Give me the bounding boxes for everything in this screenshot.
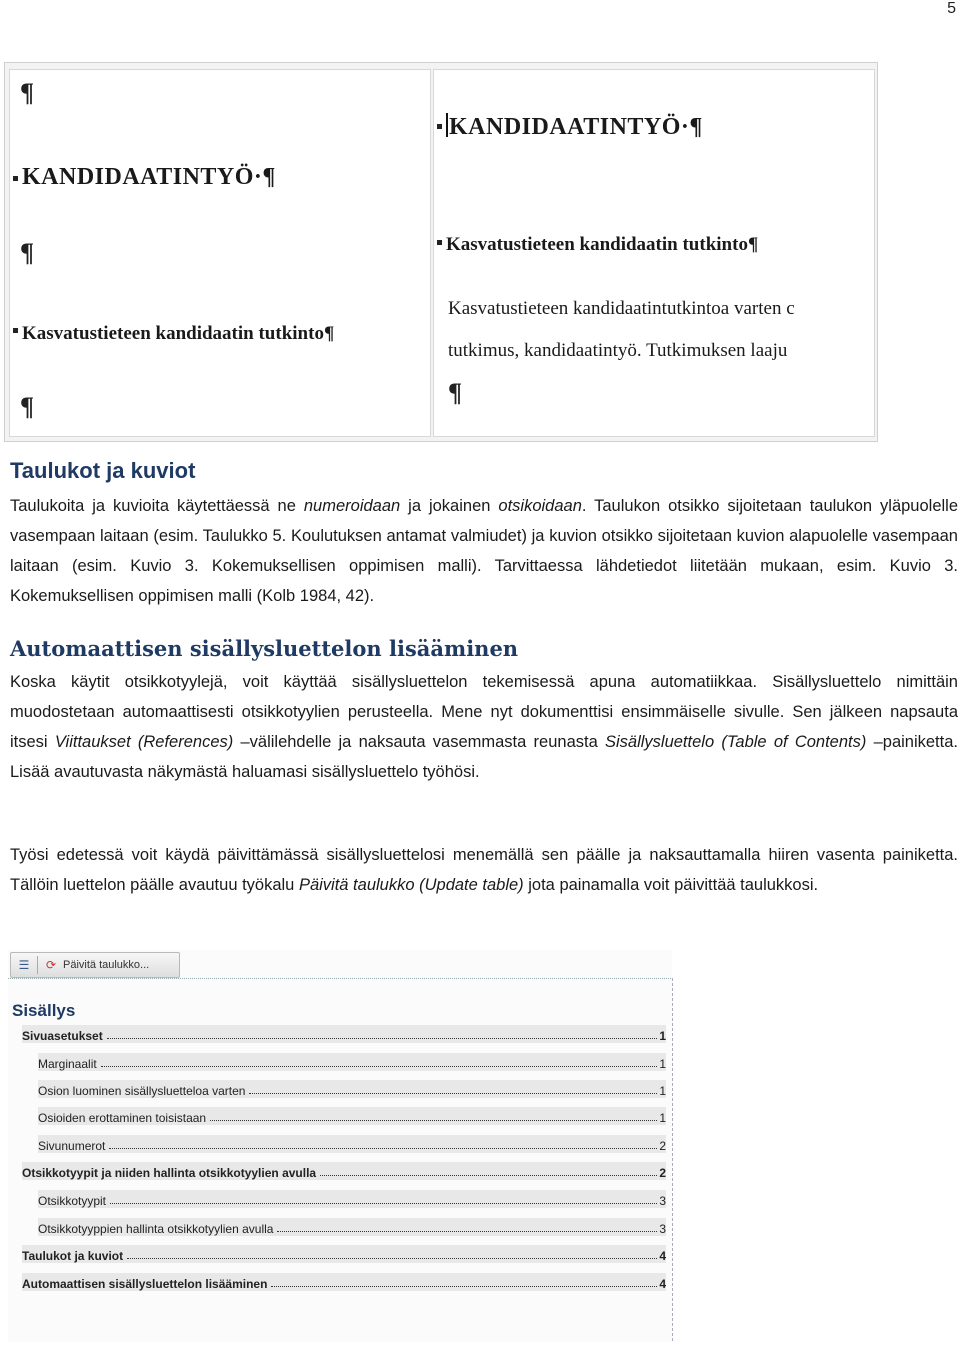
section-heading-tables: Taulukot ja kuviot bbox=[10, 458, 196, 483]
toc-toolbar bbox=[10, 952, 180, 978]
toc-entry-label: Taulukot ja kuviot bbox=[22, 1249, 124, 1263]
toc-dot-leader bbox=[110, 1203, 657, 1204]
toc-entry-page: 4 bbox=[659, 1277, 666, 1291]
toc-entry-page: 1 bbox=[659, 1057, 666, 1071]
toc-dot-leader bbox=[127, 1258, 657, 1259]
toc-dot-leader bbox=[249, 1093, 657, 1094]
pilcrow-mark: ¶ bbox=[448, 378, 463, 407]
toc-dot-leader bbox=[277, 1231, 657, 1232]
toc-entry-label: Marginaalit bbox=[38, 1057, 97, 1071]
toc-dot-leader bbox=[101, 1066, 658, 1067]
toc-paragraph-1: Koska käytit otsikkotyylejä, voit käyttää sisällysluettelon tekemisessä apuna automatiikkaa. Sisällysluettelo nimittäin muodostetaan automaattisesti otsikkotyylien perusteella. Mene nyt dokumenttisi ensimmäiselle sivulle. Sen jälkeen napsauta itsesi Viittaukset (References) –välilehdelle ja naksauta vasemmasta reunasta Sisällysluettelo (Table of Contents) –painiketta. Lisää avautuvasta näkymästä haluamasi sisällysluettelo työhösi. bbox=[10, 673, 958, 781]
tables-paragraph: Taulukoita ja kuvioita käytettäessä ne numeroidaan ja jokainen otsikoidaan. Taulukon otsikko sijoitetaan taulukon yläpuolelle vasempaan laitaan (esim. Taulukko 5. Koulutuksen antamat valmiudet) ja kuvion otsikko sijoitetaan kuvion alapuolelle vasempaan laitaan (esim. Kuvio 3. Kokemuksellisen oppimisen malli). Tarvittaessa lähdetiedot liitetään mukaan, esim. Kuvio 3. Kokemuksellisen oppimisen malli (Kolb 1984, 42). bbox=[10, 497, 959, 605]
pilcrow-mark: ¶ bbox=[20, 392, 35, 421]
bullet-marker-icon bbox=[437, 124, 442, 129]
preview-subtitle: Kasvatustieteen kandidaatin tutkinto¶ bbox=[446, 234, 759, 255]
toc-entry[interactable] bbox=[38, 1107, 666, 1125]
toc-entry[interactable] bbox=[38, 1080, 666, 1098]
toc-entry-page: 3 bbox=[659, 1222, 666, 1236]
preview-body-line: tutkimus, kandidaatintyö. Tutkimuksen laaju bbox=[448, 340, 788, 361]
toc-entry[interactable] bbox=[38, 1135, 666, 1153]
toc-entry-label: Sivunumerot bbox=[38, 1139, 106, 1153]
toc-dot-leader bbox=[210, 1120, 657, 1121]
toc-entry-page: 4 bbox=[659, 1249, 666, 1263]
pilcrow-mark: ¶ bbox=[20, 238, 35, 267]
toc-entry[interactable] bbox=[22, 1245, 666, 1263]
bullet-marker-icon bbox=[13, 176, 18, 181]
page-number: 5 bbox=[947, 0, 956, 17]
toc-entry-label: Otsikkotyypit bbox=[38, 1194, 107, 1208]
toc-entry-page: 3 bbox=[659, 1194, 666, 1208]
toc-entry-page: 1 bbox=[659, 1084, 666, 1098]
toc-entry-label: Osion luominen sisällysluetteloa varten bbox=[38, 1084, 246, 1098]
title-page-screenshot bbox=[4, 62, 878, 442]
refresh-icon: ⟳ bbox=[45, 958, 57, 972]
toc-entry[interactable] bbox=[22, 1162, 666, 1180]
toc-entry-page: 1 bbox=[659, 1029, 666, 1043]
toc-paragraph-2: Työsi edetessä voit käydä päivittämässä sisällysluettelosi menemällä sen päälle ja naksauttamalla hiiren vasenta painiketta. Tällöin luettelon päälle avautuu työkalu Päivitä taulukko (Update table) jota painamalla voit päivittää taulukkosi. bbox=[10, 846, 958, 894]
left-page-preview bbox=[9, 69, 431, 437]
preview-body-line: Kasvatustieteen kandidaatintutkintoa varten c bbox=[448, 298, 795, 319]
bullet-marker-icon bbox=[13, 328, 18, 333]
section-heading-toc: Automaattisen sisällysluettelon lisääminen bbox=[10, 636, 519, 661]
bullet-marker-icon bbox=[437, 240, 442, 245]
toc-entry-label: Automaattisen sisällysluettelon lisääminen bbox=[22, 1277, 268, 1291]
preview-title: KANDIDAATINTYÖ·¶ bbox=[22, 164, 276, 190]
preview-subtitle: Kasvatustieteen kandidaatin tutkinto¶ bbox=[22, 323, 335, 344]
toc-entry-label: Otsikkotyypit ja niiden hallinta otsikkotyylien avulla bbox=[22, 1166, 317, 1180]
toc-dot-leader bbox=[271, 1286, 657, 1287]
toc-title: Sisällys bbox=[12, 1001, 76, 1020]
toc-entry[interactable] bbox=[22, 1273, 666, 1291]
toc-entry-label: Sivuasetukset bbox=[22, 1029, 103, 1043]
preview-title: KANDIDAATINTYÖ·¶ bbox=[446, 113, 703, 141]
update-table-button[interactable] bbox=[43, 957, 149, 973]
toc-entry-page: 2 bbox=[659, 1166, 666, 1180]
toc-screenshot bbox=[8, 950, 672, 1342]
toc-entry-page: 2 bbox=[659, 1139, 666, 1153]
pilcrow-mark: ¶ bbox=[20, 78, 35, 107]
toc-dot-leader bbox=[320, 1175, 657, 1176]
right-page-preview bbox=[433, 69, 875, 437]
toc-dot-leader bbox=[109, 1148, 657, 1149]
toc-entry[interactable] bbox=[38, 1190, 666, 1208]
toc-frame bbox=[8, 978, 673, 1341]
toc-dot-leader bbox=[107, 1038, 658, 1039]
toc-entry[interactable] bbox=[38, 1218, 666, 1236]
toc-entry[interactable] bbox=[22, 1025, 666, 1043]
toolbar-divider bbox=[37, 956, 38, 974]
toc-entry[interactable] bbox=[38, 1053, 666, 1071]
toc-entry-label: Osioiden erottaminen toisistaan bbox=[38, 1111, 207, 1125]
toc-entry-label: Otsikkotyyppien hallinta otsikkotyylien avulla bbox=[38, 1222, 274, 1236]
update-table-label: Päivitä taulukko... bbox=[63, 959, 150, 971]
toc-menu-icon[interactable]: ☰ bbox=[18, 958, 30, 972]
toc-entry-page: 1 bbox=[659, 1111, 666, 1125]
text-cursor bbox=[446, 113, 448, 137]
